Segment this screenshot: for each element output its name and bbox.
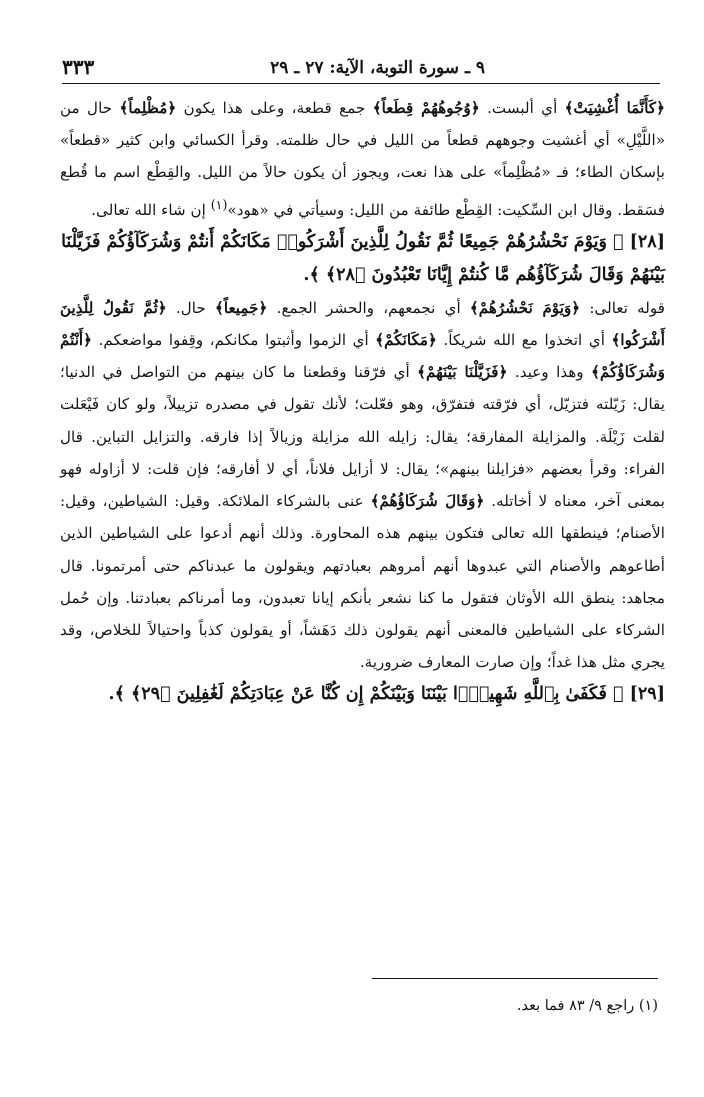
commentary-text: جمع قطعة، وعلى هذا يكون: [176, 99, 373, 117]
verse-text: ﴿ فَكَفَىٰ بِٱللَّهِ شَهِيدًۢا بَيْنَنَا وَبَيْنَكُمْ إِن كُنَّا عَنْ عِبَادَتِكُمْ لَغَٰفِلِينَ ﴿٢٩﴾ ﴾.: [108, 684, 624, 705]
verse-29: [60, 678, 665, 711]
footnote-divider: [372, 978, 658, 979]
footnote-marker: (١): [210, 196, 228, 212]
quran-quote: ﴿أَنْتُمْ وَشُرَكَاؤُكُمْ﴾: [60, 331, 665, 382]
verse-text: ﴿ وَيَوْمَ نَحْشُرُهُمْ جَمِيعًا ثُمَّ نَقُولُ لِلَّذِينَ أَشْرَكُوا۟ مَكَانَكُمْ أَنتُمْ وَشُرَكَآؤُكُمْ فَزَيَّلْنَا بَيْنَهُمْ وَقَالَ شُرَكَآؤُهُم مَّا كُنتُمْ إِيَّانَا تَعْبُدُونَ ﴿٢٨﴾ ﴾.: [61, 231, 665, 285]
commentary-text: حال من «اللَّيْلِ» أي أغشيت وجوههم قطعاً من الليل في حال ظلمته. وقرأ الكسائي وابن كثير «قطعاً» بإسكان الطاء؛ فـ «مُظْلِماً» على هذا نعت، ويجوز أن يكون حالاً من الليل. والقِطْع اسم ما قُطع فسَقط. وقال ابن السِّكيت: القِطْع طائفة من الليل: وسيأتي في «هود»: [60, 99, 665, 219]
quran-quote: ﴿وَقَالَ شُرَكَاؤُهُمْ﴾: [370, 492, 485, 511]
commentary-text: إن شاء الله تعالى.: [91, 200, 211, 219]
quran-quote: ﴿ثُمَّ نَقُولُ لِلَّذِينَ أَشْرَكُوا﴾: [60, 298, 665, 350]
commentary-text: حال.: [166, 298, 215, 317]
quran-quote: ﴿جَمِيعاً﴾: [214, 298, 268, 317]
paragraph-tafsir-27: [60, 92, 665, 226]
commentary-text: أي الزموا وأثبتوا مكانكم، وقِفوا مواضعكم.: [92, 331, 376, 350]
commentary-text: أي نجمعهم، والحشر الجمع.: [267, 298, 470, 317]
commentary-text: عنى بالشركاء الملائكة. وقيل: الشياطين، وقيل: الأصنام؛ فينطقها الله تعالى فتكون بينهم هذه المحاورة. وذلك أنهم أدعوا على الشياطين الذين أطاعوهم والأصنام التي عبدوها أنهم أمروهم بعبادتهم ويقولون ما عبدناكم حتى أمرتمونا. قال مجاهد: ينطق الله الأوثان فتقول ما كنا نشعر بأنكم إيانا تعبدون، وما أمرناكم بعبادتنا. وإن حُمل الشركاء على الشياطين فالمعنى أنهم يقولون ذلك دَهَشاً، أو يقولون كذباً واحتيالاً للخلاص، وقد يجري مثل هذا غداً؛ وإن صارت المعارف ضرورية.: [60, 492, 665, 672]
page-body: [60, 92, 665, 711]
verse-number: [٢٨]: [629, 231, 665, 252]
commentary-text: أي اتخذوا مع الله شريكاً.: [436, 331, 612, 350]
paragraph-tafsir-28: [60, 292, 665, 678]
verse-number: [٢٩]: [629, 684, 665, 705]
commentary-text: أي فرّقنا وقطعنا ما كان بينهم من التواصل في الدنيا؛ يقال: زَيّلته فتزيّل، أي فرّقته فتفرّق، وهو فعّلت؛ لأنك تقول في مصدره تزييلاً، ولو كان فَيْعَلت لقلت زَيْلَة. والمزايلة المفارقة؛ يقال: زايله الله مزايلة وزيالاً إذا فارقه. والتزايل التباين. قال الفراء: وقرأ بعضهم «فزايلنا بينهم»؛ يقال: لا أزايل فلاناً، أي لا أفارقه؛ فإن قلت: لا أزاوله فهو بمعنى آخر، معناه لا أخاتله.: [60, 363, 665, 511]
quran-quote: ﴿وُجُوهُهُمْ قِطَعاً﴾: [372, 99, 480, 117]
verse-28: [60, 226, 665, 292]
quran-quote: ﴿فَزَيَّلْنَا بَيْنَهُمْ﴾: [417, 363, 508, 382]
commentary-text: وهذا وعيد.: [507, 363, 592, 382]
running-header: [62, 55, 660, 84]
surah-title: ٩ ـ سورة التوبة، الآية: ٢٧ ـ ٢٩: [270, 58, 485, 78]
quran-quote: ﴿كَأَنَّمَا أُغْشِيَتْ﴾: [564, 99, 665, 117]
page-number: ٣٣٣: [62, 55, 95, 79]
quran-quote: ﴿وَيَوْمَ نَحْشُرُهُمْ﴾: [469, 298, 581, 317]
footnote: (١) راجع ٩/ ٨٣ فما بعد.: [516, 998, 658, 1014]
commentary-text: أي ألبست.: [479, 99, 565, 117]
commentary-text: قوله تعالى:: [580, 298, 665, 317]
quran-quote: ﴿مُظْلِماً﴾: [119, 99, 177, 117]
quran-quote: ﴿مَكَانَكُمْ﴾: [375, 331, 437, 350]
